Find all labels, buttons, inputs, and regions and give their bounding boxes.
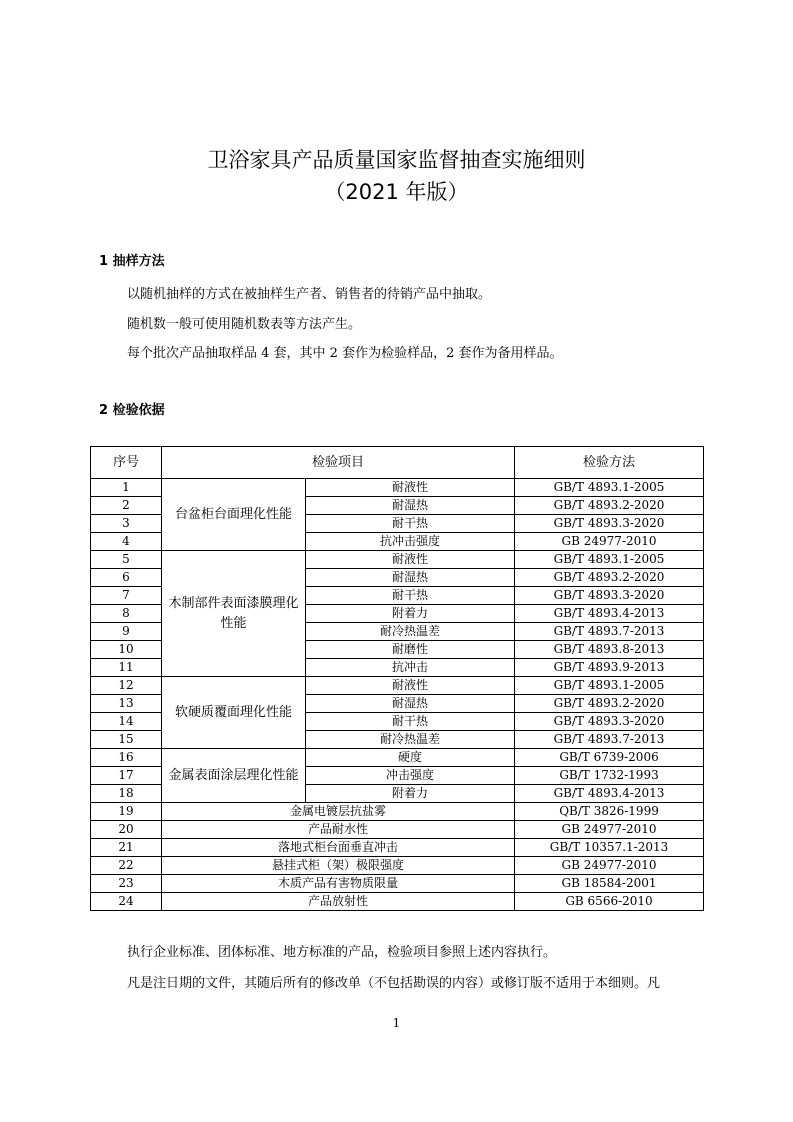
row-item: 产品耐水性	[162, 821, 515, 839]
table-row	[91, 857, 704, 875]
row-category: 金属表面涂层理化性能	[162, 749, 306, 803]
row-method: GB 24977-2010	[515, 533, 704, 551]
row-serial: 19	[91, 803, 162, 821]
inspection-basis-table	[90, 446, 704, 911]
row-item: 耐干热	[306, 587, 515, 605]
row-method: GB/T 4893.3-2020	[515, 515, 704, 533]
row-method: GB/T 4893.4-2013	[515, 605, 704, 623]
row-method: GB/T 10357.1-2013	[515, 839, 704, 857]
section-2-heading: 2 检验依据	[99, 403, 165, 418]
row-method: GB 6566-2010	[515, 893, 704, 911]
row-item: 冲击强度	[306, 767, 515, 785]
row-serial: 24	[91, 893, 162, 911]
row-serial: 4	[91, 533, 162, 551]
row-method: GB/T 6739-2006	[515, 749, 704, 767]
table-row	[91, 749, 704, 767]
row-item: 耐湿热	[306, 569, 515, 587]
row-serial: 14	[91, 713, 162, 731]
row-serial: 17	[91, 767, 162, 785]
row-method: GB/T 4893.8-2013	[515, 641, 704, 659]
row-item: 悬挂式柜（架）极限强度	[162, 857, 515, 875]
row-serial: 10	[91, 641, 162, 659]
row-item: 落地式柜台面垂直冲击	[162, 839, 515, 857]
row-item: 抗冲击	[306, 659, 515, 677]
row-serial: 18	[91, 785, 162, 803]
header-method: 检验方法	[515, 447, 704, 479]
row-method: GB/T 4893.1-2005	[515, 479, 704, 497]
section-1-paragraph: 随机数一般可使用随机数表等方法产生。	[127, 317, 362, 332]
row-item: 产品放射性	[162, 893, 515, 911]
table-row	[91, 479, 704, 497]
table-row	[91, 893, 704, 911]
row-method: GB 18584-2001	[515, 875, 704, 893]
table-row	[91, 677, 704, 695]
row-method: GB/T 4893.7-2013	[515, 731, 704, 749]
row-item: 金属电镀层抗盐雾	[162, 803, 515, 821]
row-serial: 20	[91, 821, 162, 839]
row-method: GB/T 4893.1-2005	[515, 551, 704, 569]
row-item: 耐磨性	[306, 641, 515, 659]
row-item: 耐液性	[306, 551, 515, 569]
note-paragraph: 凡是注日期的文件，其随后所有的修改单（不包括勘误的内容）或修订版不适用于本细则。凡	[127, 976, 661, 991]
row-serial: 11	[91, 659, 162, 677]
row-method: GB/T 4893.1-2005	[515, 677, 704, 695]
row-method: GB/T 4893.3-2020	[515, 713, 704, 731]
row-method: QB/T 3826-1999	[515, 803, 704, 821]
row-serial: 5	[91, 551, 162, 569]
row-serial: 9	[91, 623, 162, 641]
document-subtitle: （2021 年版）	[324, 180, 469, 204]
row-category: 软硬质覆面理化性能	[162, 677, 306, 749]
note-paragraph: 执行企业标准、团体标准、地方标准的产品，检验项目参照上述内容执行。	[127, 945, 557, 960]
row-item: 抗冲击强度	[306, 533, 515, 551]
row-method: GB/T 4893.2-2020	[515, 497, 704, 515]
row-serial: 6	[91, 569, 162, 587]
row-method: GB/T 4893.2-2020	[515, 695, 704, 713]
row-item: 木质产品有害物质限量	[162, 875, 515, 893]
row-item: 耐湿热	[306, 695, 515, 713]
row-item: 硬度	[306, 749, 515, 767]
row-item: 附着力	[306, 605, 515, 623]
row-serial: 3	[91, 515, 162, 533]
row-item: 耐干热	[306, 515, 515, 533]
row-item: 耐冷热温差	[306, 731, 515, 749]
row-item: 耐干热	[306, 713, 515, 731]
table-row	[91, 551, 704, 569]
row-serial: 21	[91, 839, 162, 857]
table-row	[91, 875, 704, 893]
row-item: 耐冷热温差	[306, 623, 515, 641]
table-header-row	[91, 447, 704, 479]
row-serial: 2	[91, 497, 162, 515]
section-1-heading: 1 抽样方法	[99, 254, 165, 269]
row-serial: 13	[91, 695, 162, 713]
section-1-paragraph: 以随机抽样的方式在被抽样生产者、销售者的待销产品中抽取。	[127, 287, 492, 302]
row-category: 台盆柜台面理化性能	[162, 479, 306, 551]
row-item: 耐液性	[306, 479, 515, 497]
row-method: GB/T 4893.3-2020	[515, 587, 704, 605]
row-serial: 12	[91, 677, 162, 695]
row-serial: 15	[91, 731, 162, 749]
row-method: GB 24977-2010	[515, 857, 704, 875]
row-serial: 23	[91, 875, 162, 893]
row-method: GB/T 4893.9-2013	[515, 659, 704, 677]
row-method: GB/T 4893.4-2013	[515, 785, 704, 803]
row-method: GB/T 4893.2-2020	[515, 569, 704, 587]
row-serial: 7	[91, 587, 162, 605]
header-item: 检验项目	[162, 447, 515, 479]
row-item: 附着力	[306, 785, 515, 803]
row-serial: 22	[91, 857, 162, 875]
table-row	[91, 839, 704, 857]
row-method: GB/T 1732-1993	[515, 767, 704, 785]
row-method: GB/T 4893.7-2013	[515, 623, 704, 641]
row-item: 耐液性	[306, 677, 515, 695]
row-serial: 16	[91, 749, 162, 767]
header-serial: 序号	[91, 447, 162, 479]
table-row	[91, 821, 704, 839]
row-item: 耐湿热	[306, 497, 515, 515]
table-row	[91, 803, 704, 821]
row-method: GB 24977-2010	[515, 821, 704, 839]
section-1-paragraph: 每个批次产品抽取样品 4 套，其中 2 套作为检验样品，2 套作为备用样品。	[127, 346, 563, 361]
page-number: 1	[392, 1016, 401, 1030]
row-serial: 8	[91, 605, 162, 623]
row-serial: 1	[91, 479, 162, 497]
row-category: 木制部件表面漆膜理化性能	[162, 551, 306, 677]
document-title: 卫浴家具产品质量国家监督抽查实施细则	[207, 148, 586, 172]
